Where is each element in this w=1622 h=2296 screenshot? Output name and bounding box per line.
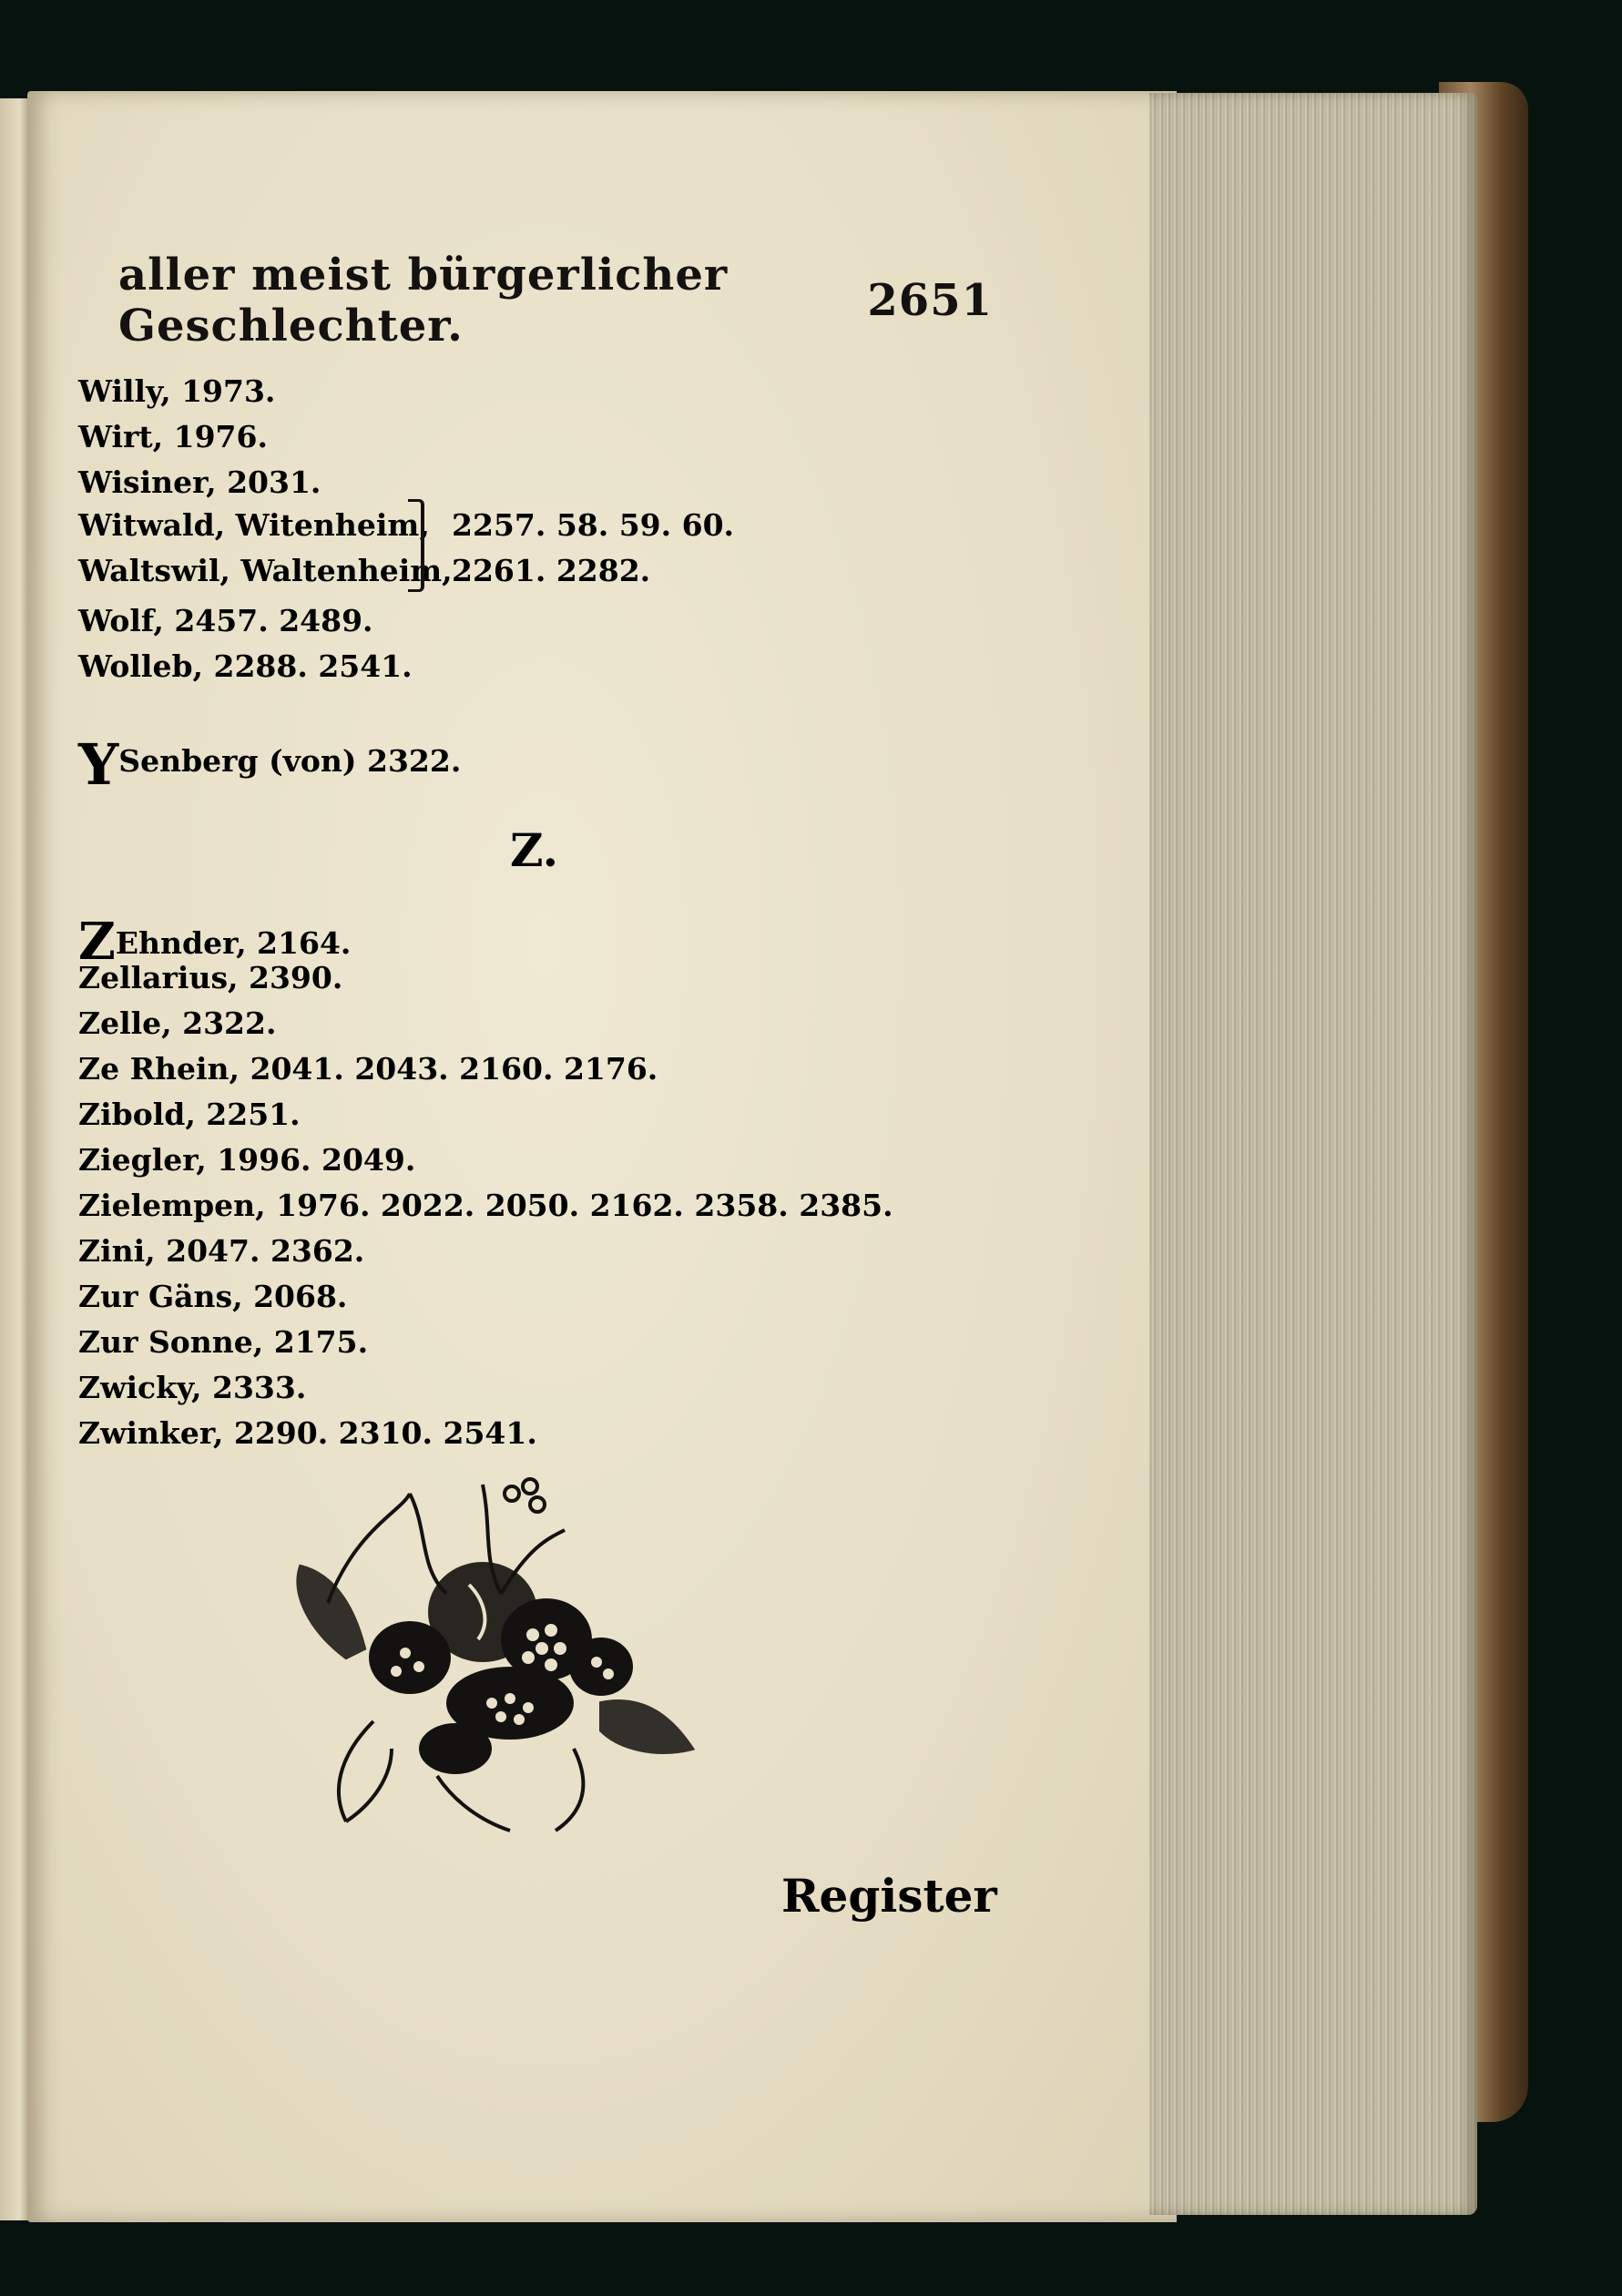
fruit-basket-ornament [273, 1475, 701, 1840]
bracket-numbers: 2257. 58. 59. 60. [452, 507, 735, 543]
index-entry: Zini, 2047. 2362. [78, 1233, 365, 1269]
index-entry: Ze Rhein, 2041. 2043. 2160. 2176. [78, 1051, 658, 1087]
entry-text: Ehnder, 2164. [115, 925, 352, 961]
index-entry: Zwinker, 2290. 2310. 2541. [78, 1415, 537, 1451]
index-entry: Zibold, 2251. [78, 1097, 301, 1132]
drop-initial: Z [78, 912, 116, 972]
bracket-numbers: 2261. 2282. [452, 553, 651, 588]
index-entry: Wisiner, 2031. [78, 464, 321, 500]
index-entry: Waltswil, Waltenheim, [78, 553, 453, 588]
index-entry: Wolf, 2457. 2489. [78, 603, 373, 638]
bracket [408, 499, 424, 592]
index-entry: Zelle, 2322. [78, 1005, 277, 1041]
index-entry: Zielempen, 1976. 2022. 2050. 2162. 2358. 2385. [78, 1188, 893, 1223]
index-entry: Zur Sonne, 2175. [78, 1324, 369, 1360]
entry-text: Senberg (von) 2322. [118, 743, 462, 779]
index-entry: Ziegler, 1996. 2049. [78, 1142, 416, 1178]
section-letter: Z. [510, 823, 559, 877]
page-number: 2651 [867, 275, 993, 326]
index-entry: Witwald, Witenheim, [78, 507, 430, 543]
index-entry: Wirt, 1976. [78, 419, 268, 454]
index-entry: Zellarius, 2390. [78, 960, 343, 995]
running-head-title: aller meist bürgerlicher Geschlechter. [118, 250, 729, 352]
index-entry: Wolleb, 2288. 2541. [78, 648, 413, 684]
catchword: Register [781, 1869, 997, 1923]
index-entry: Willy, 1973. [78, 373, 276, 409]
drop-initial: Y [78, 731, 119, 798]
running-head [118, 250, 993, 352]
index-entry: Zur Gäns, 2068. [78, 1279, 348, 1314]
index-entry: Zwicky, 2333. [78, 1370, 307, 1405]
page-edges [1149, 93, 1477, 2215]
index-entry-z-first [78, 911, 352, 972]
index-entry-y [78, 724, 462, 798]
